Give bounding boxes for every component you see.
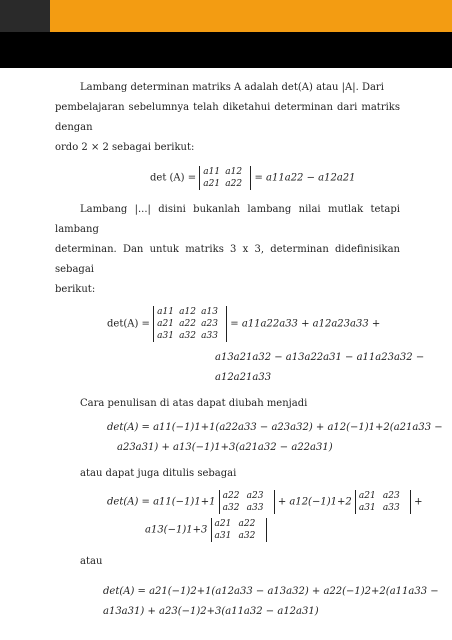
matrix-cell: a31 <box>214 531 232 541</box>
matrix-cell: a21 <box>203 179 221 189</box>
paragraph-line: Cara penulisan di atas dapat diubah menjadi <box>80 398 308 409</box>
matrix-cell: a12 <box>225 167 243 177</box>
matrix-cell: a23 <box>201 319 218 329</box>
equation-continuation <box>55 518 400 542</box>
paragraph-line: Lambang |...| disini bukanlah lambang nilai mutlak tetapi lambang <box>55 204 400 235</box>
equation-expansion-row1: det(A) = a11(−1)1+1(a22a33 − a23a32) + a12(−1)1+2(a21a33 − <box>107 422 443 433</box>
header-tab <box>0 0 50 32</box>
matrix-cell: a13 <box>201 307 218 317</box>
equation-continuation: a13a21a32 − a13a22a31 − a11a23a32 − <box>215 352 425 363</box>
paragraph-line: berikut: <box>55 284 96 295</box>
matrix-cell: a21 <box>358 491 376 501</box>
determinant-matrix <box>355 490 411 514</box>
matrix-cell: a11 <box>157 307 174 317</box>
matrix-cell: a31 <box>157 331 174 341</box>
matrix-cell: a22 <box>238 519 256 529</box>
equation-lhs: det (A) = <box>150 172 197 184</box>
paragraph-line: atau dapat juga ditulis sebagai <box>80 468 237 479</box>
matrix-cell: a33 <box>382 503 400 513</box>
matrix-cell: a33 <box>201 331 218 341</box>
equation-det-3x3 <box>55 306 400 342</box>
header-black-bar <box>0 32 452 68</box>
paragraph-line: determinan. Dan untuk matriks 3 x 3, determinan didefinisikan sebagai <box>55 244 400 275</box>
matrix-cell: a21 <box>157 319 174 329</box>
matrix-cell: a23 <box>382 491 400 501</box>
equation-rhs: = a11a22a33 + a12a23a33 + <box>230 318 381 330</box>
equation-lhs: det(A) = <box>107 318 150 330</box>
equation-term: + a12(−1)1+2 <box>277 496 352 508</box>
matrix-cell: a33 <box>246 503 264 513</box>
matrix-cell: a11 <box>203 167 221 177</box>
matrix-cell: a32 <box>179 331 196 341</box>
paragraph-line: ordo 2 × 2 sebagai berikut: <box>55 142 195 153</box>
matrix-cell: a22 <box>179 319 196 329</box>
page-content <box>55 78 443 622</box>
matrix-cell: a23 <box>246 491 264 501</box>
determinant-matrix <box>199 166 251 190</box>
equation-det-2x2 <box>55 166 400 190</box>
equation-rhs: = a11a22 − a12a21 <box>254 172 356 184</box>
header-accent-band <box>0 0 452 32</box>
matrix-cell: a12 <box>179 307 196 317</box>
matrix-cell: a32 <box>238 531 256 541</box>
matrix-cell: a32 <box>222 503 240 513</box>
matrix-cell: a22 <box>225 179 243 189</box>
equation-lhs: det(A) = a11(−1)1+1 <box>107 496 216 508</box>
determinant-matrix <box>219 490 275 514</box>
equation-continuation: a23a31) + a13(−1)1+3(a21a32 − a22a31) <box>117 442 333 453</box>
equation-term: a13(−1)1+3 <box>145 524 208 536</box>
paragraph-line: atau <box>80 556 103 567</box>
equation-term: + <box>414 496 423 508</box>
determinant-matrix <box>211 518 267 542</box>
paragraph-line: Lambang determinan matriks A adalah det(A) atau |A|. Dari <box>80 82 384 93</box>
matrix-cell: a31 <box>358 503 376 513</box>
determinant-matrix <box>153 306 227 342</box>
equation-row2-expansion: det(A) = a21(−1)2+1(a12a33 − a13a32) + a22(−1)2+2(a11a33 − <box>103 586 439 597</box>
paragraph-line: pembelajaran sebelumnya telah diketahui determinan dari matriks dengan <box>55 102 400 133</box>
matrix-cell: a22 <box>222 491 240 501</box>
equation-cofactor-form <box>55 490 423 514</box>
equation-continuation: a12a21a33 <box>215 372 272 383</box>
matrix-cell: a21 <box>214 519 232 529</box>
equation-continuation: a13a31) + a23(−1)2+3(a11a32 − a12a31) <box>103 606 319 617</box>
